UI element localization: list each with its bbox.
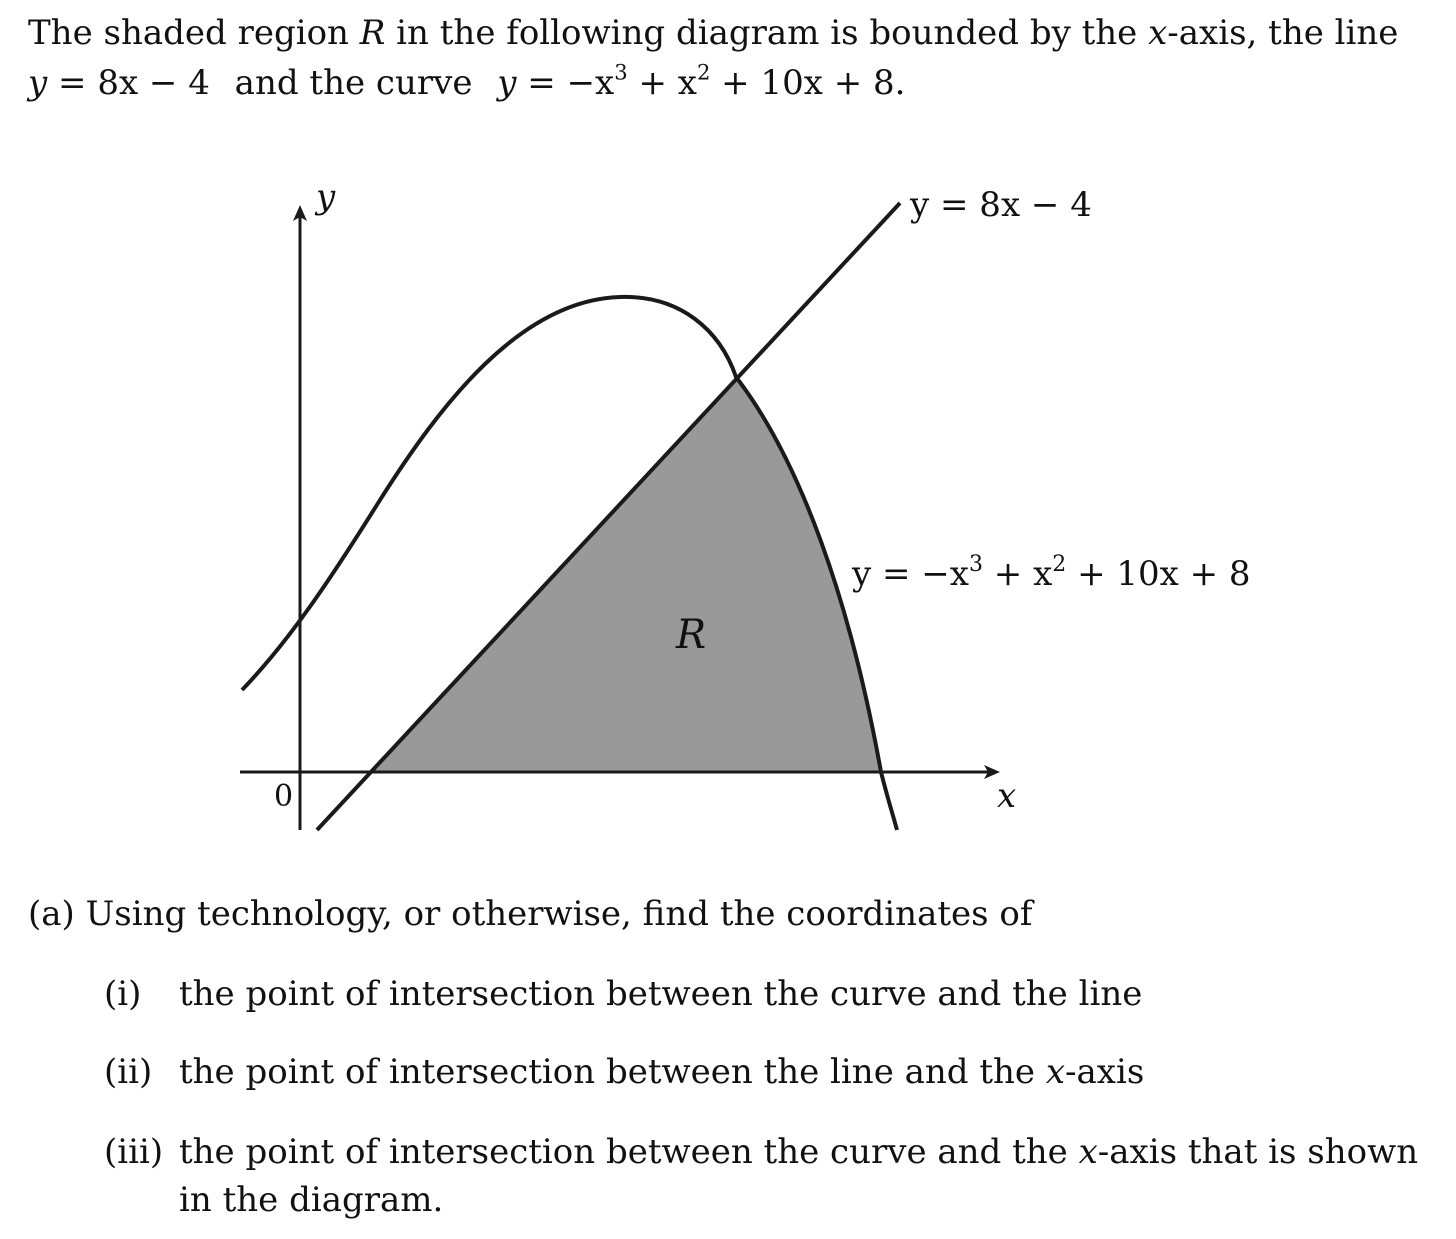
intro-text-1: The shaded region (28, 13, 360, 53)
part-iii-x-variable: x (1078, 1132, 1098, 1172)
part-iii-text-after: -axis that is shown in the diagram. (179, 1132, 1419, 1220)
intro-text-3: -axis, the line (1167, 13, 1399, 53)
curve-equation-y: y (497, 63, 517, 103)
curve-equation-part-2: + x (627, 63, 697, 103)
line-equation: = 8x − 4 (47, 63, 210, 103)
part-ii-text-after: -axis (1065, 1052, 1145, 1092)
question-a-text: Using technology, or otherwise, find the coordinates of (74, 894, 1033, 934)
x-variable: x (1148, 13, 1168, 53)
question-a (28, 890, 1032, 938)
intro-text-2: in the following diagram is bounded by the (385, 13, 1149, 53)
line-label: y = 8x − 4 (910, 185, 1092, 225)
curve-equation-part-3: + 10x + 8. (710, 63, 906, 103)
origin-label: 0 (274, 779, 294, 814)
x-axis-label: x (997, 776, 1017, 816)
curve-label: $y = -x^3 + x^2 + 10x + 8$ (852, 552, 1251, 594)
part-ii-text-before: the point of intersection between the line and the (179, 1052, 1046, 1092)
region-symbol: R (359, 13, 386, 53)
part-i-text: the point of intersection between the curve and the line (179, 974, 1143, 1014)
shaded-region-r (370, 377, 881, 772)
curve-exponent-3: 3 (614, 59, 628, 85)
part-iii-number: (iii) (104, 1132, 164, 1172)
connector-text: and the curve (223, 63, 484, 103)
region-label: R (676, 612, 707, 658)
part-ii-x-variable: x (1045, 1052, 1066, 1092)
part-iii-text-before: the point of intersection between the curve and the (179, 1132, 1079, 1172)
line-equation-y: y (28, 63, 48, 103)
part-ii-number: (ii) (104, 1052, 153, 1092)
question-a-label: (a) (28, 894, 75, 934)
part-i-number: (i) (104, 974, 142, 1014)
curve-exponent-2: 2 (696, 59, 711, 85)
curve-equation-part-1: = −x (516, 63, 615, 103)
part-ii-text (179, 1048, 1429, 1096)
part-iii-text (179, 1128, 1429, 1224)
y-axis-label: y (316, 177, 336, 217)
